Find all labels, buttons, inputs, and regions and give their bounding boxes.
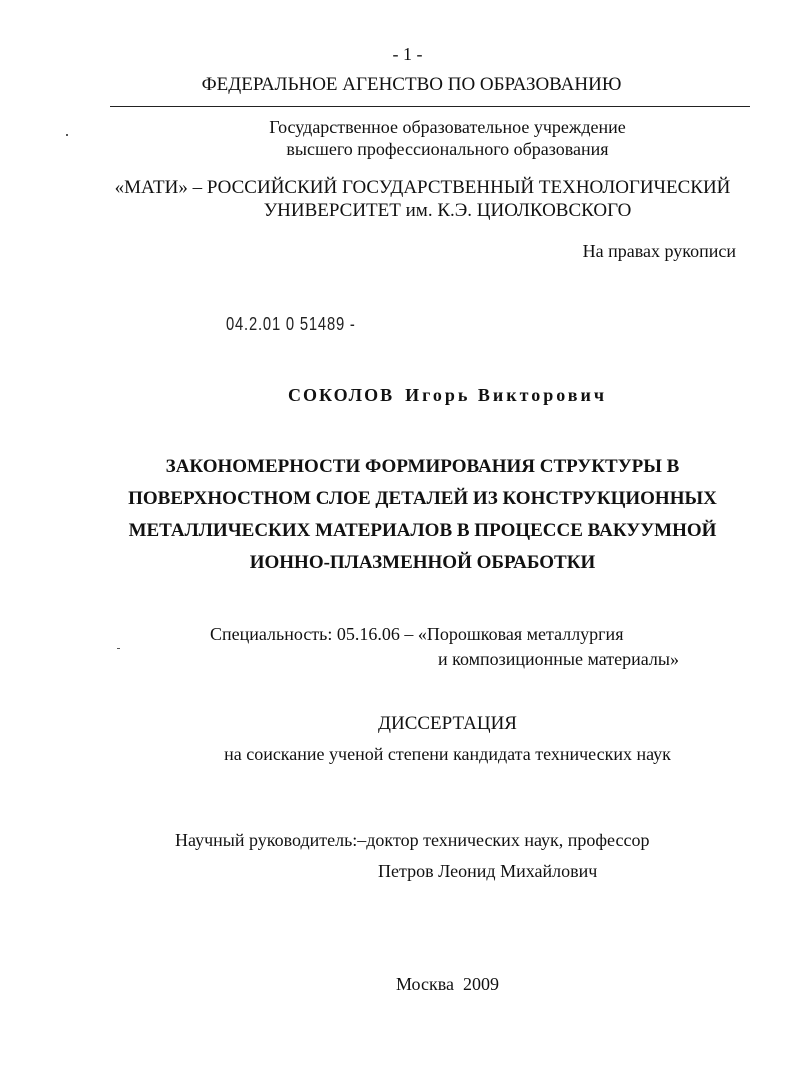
advisor-line-1: Научный руководитель:–доктор технических наук, профессор bbox=[175, 830, 650, 850]
specialty-line-1: Специальность: 05.16.06 – «Порошковая металлургия bbox=[210, 624, 624, 644]
thesis-title-line-4: ИОННО-ПЛАЗМЕННОЙ ОБРАБОТКИ bbox=[249, 552, 596, 573]
document-type: ДИССЕРТАЦИЯ bbox=[378, 713, 517, 734]
manuscript-note: На правах рукописи bbox=[582, 241, 736, 261]
author-surname: СОКОЛОВ bbox=[287, 385, 395, 405]
thesis-title bbox=[0, 451, 795, 579]
advisor-line-2: Петров Леонид Михайлович bbox=[378, 861, 598, 881]
institution-line-2: высшего профессионального образования bbox=[286, 139, 609, 159]
thesis-title-line-1: ЗАКОНОМЕРНОСТИ ФОРМИРОВАНИЯ СТРУКТУРЫ В bbox=[165, 456, 680, 477]
university-line-1: «МАТИ» – РОССИЙСКИЙ ГОСУДАРСТВЕННЫЙ ТЕХНОЛОГИЧЕСКИЙ bbox=[114, 177, 731, 198]
degree-line: на соискание ученой степени кандидата технических наук bbox=[224, 744, 671, 764]
specialty-line-2: и композиционные материалы» bbox=[438, 649, 680, 669]
thesis-title-line-2: ПОВЕРХНОСТНОМ СЛОЕ ДЕТАЛЕЙ ИЗ КОНСТРУКЦИОННЫХ bbox=[128, 488, 717, 509]
scan-speck bbox=[117, 648, 120, 649]
registry-stamp: 04.2.01 0 51489 - bbox=[226, 314, 356, 334]
university-line-2: УНИВЕРСИТЕТ им. К.Э. ЦИОЛКОВСКОГО bbox=[263, 200, 632, 221]
thesis-title-line-3: МЕТАЛЛИЧЕСКИХ МАТЕРИАЛОВ В ПРОЦЕССЕ ВАКУУМНОЙ bbox=[128, 520, 717, 541]
page-number: - 1 - bbox=[392, 44, 423, 64]
header-rule bbox=[110, 106, 750, 107]
city-year: Москва 2009 bbox=[396, 974, 499, 994]
agency-heading: ФЕДЕРАЛЬНОЕ АГЕНСТВО ПО ОБРАЗОВАНИЮ bbox=[201, 74, 622, 95]
institution-line-1: Государственное образовательное учреждение bbox=[269, 117, 626, 137]
author-name bbox=[0, 385, 795, 406]
author-given-names: Игорь Викторович bbox=[405, 385, 608, 405]
